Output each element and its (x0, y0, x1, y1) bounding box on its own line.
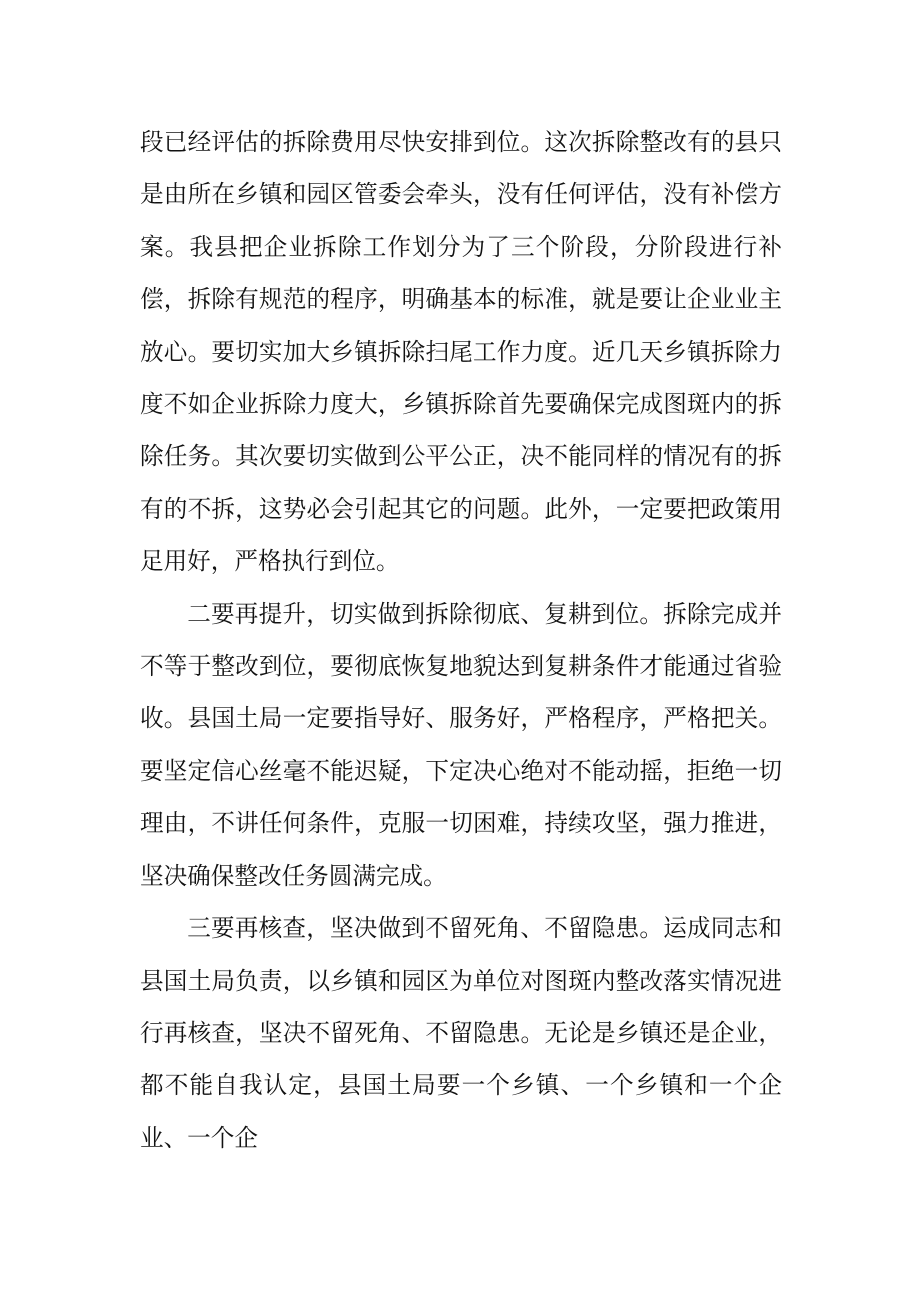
document-body (140, 116, 782, 1164)
paragraph-2: 二要再提升，切实做到拆除彻底、复耕到位。拆除完成并不等于整改到位，要彻底恢复地貌达到复耕条件才能通过省验收。县国土局一定要指导好、服务好，严格程序，严格把关。要坚定信心丝毫不能迟疑，下定决心绝对不能动摇，拒绝一切理由，不讲任何条件，克服一切困难，持续攻坚，强力推进，坚决确保整改任务圆满完成。 (140, 599, 782, 890)
paragraph-1: 段已经评估的拆除费用尽快安排到位。这次拆除整改有的县只是由所在乡镇和园区管委会牵头，没有任何评估，没有补偿方案。我县把企业拆除工作划分为了三个阶段，分阶段进行补偿，拆除有规范的程序，明确基本的标准，就是要让企业业主放心。要切实加大乡镇拆除扫尾工作力度。近几天乡镇拆除力度不如企业拆除力度大，乡镇拆除首先要确保完成图斑内的拆除任务。其次要切实做到公平公正，决不能同样的情况有的拆有的不拆，这势必会引起其它的问题。此外，一定要把政策用足用好，严格执行到位。 (140, 128, 782, 576)
paragraph-3: 三要再核查，坚决做到不留死角、不留隐患。运成同志和县国土局负责，以乡镇和园区为单位对图斑内整改落实情况进行再核查，坚决不留死角、不留隐患。无论是乡镇还是企业，都不能自我认定，县国土局要一个乡镇、一个乡镇和一个企业、一个企 (140, 914, 782, 1152)
